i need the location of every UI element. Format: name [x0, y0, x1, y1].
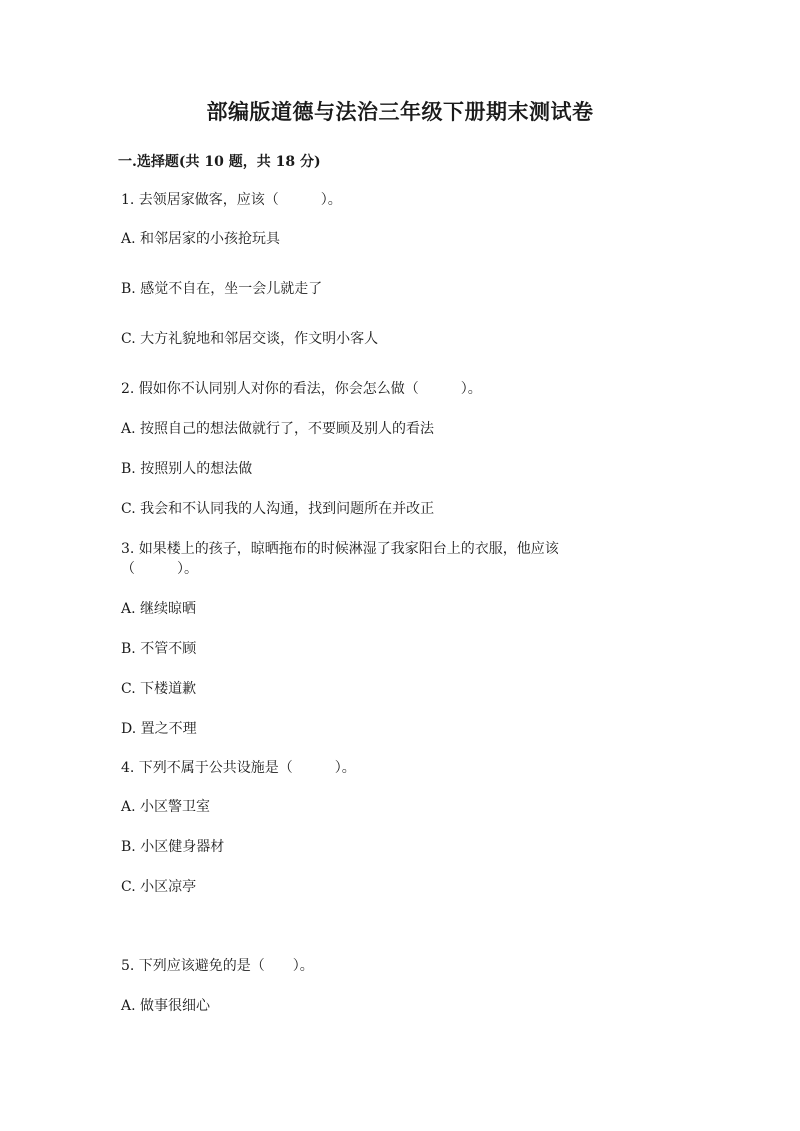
question-3-option-b: B. 不管不顾: [121, 641, 197, 657]
question-4-stem: 4. 下列不属于公共设施是（ ）。: [121, 760, 356, 776]
page-title: 部编版道德与法治三年级下册期末测试卷: [206, 99, 594, 124]
question-3-option-c: C. 下楼道歉: [121, 681, 197, 697]
question-2-stem: 2. 假如你不认同别人对你的看法，你会怎么做（ ）。: [121, 381, 482, 397]
question-1-stem: 1. 去领居家做客，应该（ ）。: [121, 192, 342, 208]
question-3-option-d: D. 置之不理: [121, 721, 197, 737]
question-1-option-b: B. 感觉不自在，坐一会儿就走了: [121, 281, 323, 297]
question-4-option-a: A. 小区警卫室: [121, 799, 211, 815]
question-1-option-a: A. 和邻居家的小孩抢玩具: [121, 231, 281, 247]
question-2-option-a: A. 按照自己的想法做就行了，不要顾及别人的看法: [121, 421, 435, 437]
question-5-stem: 5. 下列应该避免的是（ ）。: [121, 958, 314, 974]
question-3-option-a: A. 继续晾晒: [121, 601, 197, 617]
section-heading: 一.选择题(共 10 题，共 18 分): [118, 154, 321, 170]
question-4-option-b: B. 小区健身器材: [121, 839, 225, 855]
question-2-option-c: C. 我会和不认同我的人沟通，找到问题所在并改正: [121, 501, 435, 517]
question-3-stem: 3. 如果楼上的孩子，晾晒拖布的时候淋湿了我家阳台上的衣服，他应该: [121, 541, 559, 557]
question-4-option-c: C. 小区凉亭: [121, 879, 197, 895]
question-1-option-c: C. 大方礼貌地和邻居交谈，作文明小客人: [121, 331, 379, 347]
question-2-option-b: B. 按照别人的想法做: [121, 461, 253, 477]
question-3-stem-continued: （ ）。: [121, 561, 198, 577]
question-5-option-a: A. 做事很细心: [121, 998, 211, 1014]
